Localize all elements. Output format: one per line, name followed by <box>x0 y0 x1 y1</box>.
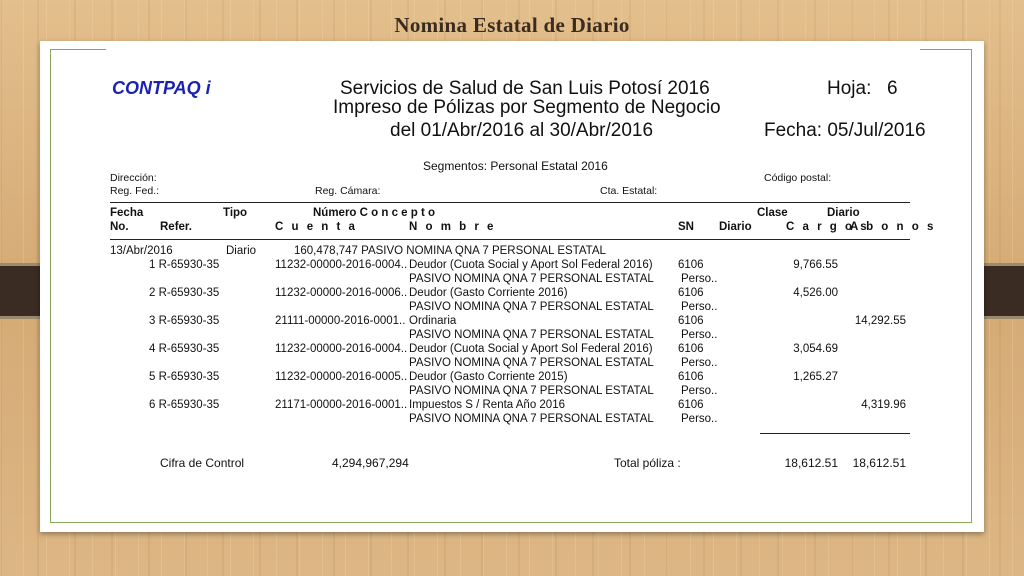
totals-rule <box>760 433 910 434</box>
report-date-range: del 01/Abr/2016 al 30/Abr/2016 <box>390 120 654 141</box>
total-poliza-label: Total póliza : <box>614 456 681 470</box>
cta-estatal-label: Cta. Estatal: <box>600 185 658 197</box>
print-date: Fecha: 05/Jul/2016 <box>764 120 926 141</box>
total-abonos: 18,612.51 <box>852 456 906 470</box>
entry-diario: Perso.. <box>681 413 718 425</box>
reg-fed-label: Reg. Fed.: <box>110 185 160 197</box>
col-sn: SN <box>678 221 694 233</box>
header-rule-top <box>110 202 910 203</box>
entry-sn: 6106 <box>678 343 704 355</box>
entry-sn: 6106 <box>678 399 704 411</box>
entry-diario: Perso.. <box>681 385 718 397</box>
entry-cuenta: 11232-00000-2016-0004.. <box>275 343 408 355</box>
entry-no-ref: 5 R-65930-35 <box>149 371 220 383</box>
entry-concepto: PASIVO NOMINA QNA 7 PERSONAL ESTATAL <box>409 301 654 313</box>
entry-concepto: PASIVO NOMINA QNA 7 PERSONAL ESTATAL <box>409 357 654 369</box>
col-cuenta: C u e n t a <box>275 221 358 233</box>
entry-concepto: PASIVO NOMINA QNA 7 PERSONAL ESTATAL <box>409 385 654 397</box>
entry-cuenta: 21171-00000-2016-0001.. <box>275 399 408 411</box>
entry-no-ref: 6 R-65930-35 <box>149 399 220 411</box>
col-nombre: N o m b r e <box>409 221 496 233</box>
entry-cargo: 3,054.69 <box>793 343 838 355</box>
direccion-label: Dirección: <box>110 172 157 184</box>
total-cargos: 18,612.51 <box>784 456 838 470</box>
col-no: No. <box>110 221 129 233</box>
col-abonos: A b o n o s <box>850 221 936 233</box>
entry-sn: 6106 <box>678 315 704 327</box>
entry-abono: 4,319.96 <box>861 399 906 411</box>
report-title-1: Servicios de Salud de San Luis Potosí 2016 <box>340 78 710 99</box>
entry-diario: Perso.. <box>681 357 718 369</box>
col-refer: Refer. <box>160 221 192 233</box>
entry-cuenta: 21111-00000-2016-0001.. <box>275 315 406 327</box>
entry-no-ref: 2 R-65930-35 <box>149 287 220 299</box>
entry-nombre: Deudor (Gasto Corriente 2016) <box>409 287 568 299</box>
hoja-value: 6 <box>887 78 898 99</box>
col-numero-concepto: Número C o n c e p t o <box>313 207 436 219</box>
cifra-control-value: 4,294,967,294 <box>332 456 409 470</box>
codigo-postal-label: Código postal: <box>764 172 832 184</box>
entry-concepto: PASIVO NOMINA QNA 7 PERSONAL ESTATAL <box>409 413 654 425</box>
entry-no-ref: 4 R-65930-35 <box>149 343 220 355</box>
segmentos: Segmentos: Personal Estatal 2016 <box>423 159 608 173</box>
entry-cargo: 9,766.55 <box>793 259 838 271</box>
col-fecha: Fecha <box>110 207 144 219</box>
poliza-fecha: 13/Abr/2016 <box>110 245 173 257</box>
col-tipo: Tipo <box>223 207 248 219</box>
report-title-2: Impreso de Pólizas por Segmento de Negocio <box>333 97 721 118</box>
entry-abono: 14,292.55 <box>854 315 906 327</box>
poliza-report <box>106 49 936 509</box>
entry-no-ref: 1 R-65930-35 <box>149 259 220 271</box>
cifra-control-label: Cifra de Control <box>160 456 245 470</box>
entry-nombre: Impuestos S / Renta Año 2016 <box>409 399 565 411</box>
entry-sn: 6106 <box>678 259 704 271</box>
entry-concepto: PASIVO NOMINA QNA 7 PERSONAL ESTATAL <box>409 329 654 341</box>
entry-diario: Perso.. <box>681 273 718 285</box>
entry-sn: 6106 <box>678 287 704 299</box>
slide-title: Nomina Estatal de Diario <box>394 13 630 37</box>
entry-cargo: 1,265.27 <box>793 371 838 383</box>
col-diario: Diario <box>719 221 752 233</box>
entry-cargo: 4,526.00 <box>793 287 838 299</box>
entry-cuenta: 11232-00000-2016-0006.. <box>275 287 408 299</box>
col-clase: Clase <box>757 207 788 219</box>
entry-nombre: Ordinaria <box>409 315 457 327</box>
reg-camara-label: Reg. Cámara: <box>315 185 381 197</box>
poliza-concepto: 160,478,747 PASIVO NOMINA QNA 7 PERSONAL ESTATAL <box>294 245 606 257</box>
entry-nombre: Deudor (Cuota Social y Aport Sol Federal 2016) <box>409 343 653 355</box>
poliza-tipo: Diario <box>226 245 257 257</box>
entry-nombre: Deudor (Gasto Corriente 2015) <box>409 371 568 383</box>
entry-no-ref: 3 R-65930-35 <box>149 315 220 327</box>
entry-sn: 6106 <box>678 371 704 383</box>
entry-cuenta: 11232-00000-2016-0004.. <box>275 259 408 271</box>
entry-diario: Perso.. <box>681 329 718 341</box>
entry-cuenta: 11232-00000-2016-0005.. <box>275 371 408 383</box>
entry-diario: Perso.. <box>681 301 718 313</box>
col-diario-hdr: Diario <box>827 207 860 219</box>
entry-concepto: PASIVO NOMINA QNA 7 PERSONAL ESTATAL <box>409 273 654 285</box>
entry-nombre: Deudor (Cuota Social y Aport Sol Federal 2016) <box>409 259 653 271</box>
brand-logo: CONTPAQ i <box>112 78 211 98</box>
col-cargos: C a r g o s <box>786 221 870 233</box>
hoja-label: Hoja: <box>827 78 872 99</box>
header-rule-bottom <box>110 239 910 240</box>
